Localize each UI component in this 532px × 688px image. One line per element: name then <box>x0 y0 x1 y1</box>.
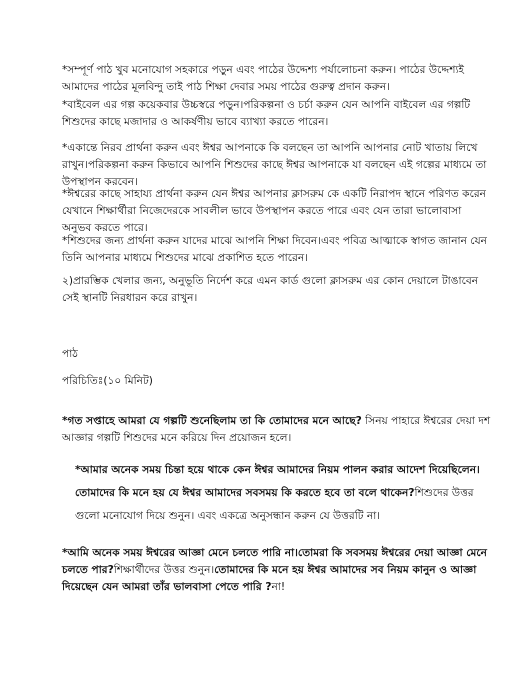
question-why-rules-bold: *আমার অনেক সময় চিন্তা হয়ে থাকে কেন ঈশ্বর আমাদের নিয়ম পালন করার আদেশ দিয়েছিলেন।তোমাদের কি মনে হয় যে ঈশ্বর আমাদের সবসময় কি করতে হবে তা বলে থাকেন? <box>75 464 480 499</box>
lesson-heading: পাঠ <box>62 348 78 360</box>
question-obey-commands-bold: *আমি অনেক সময় ঈশ্বরের আজ্ঞা মেনে চলতে পারি না।তোমরা কি সবসময় ঈশ্বরের দেয়া আজ্ঞা মেনে চলতে পার? <box>62 547 487 576</box>
question-why-rules-note: শিশুদের উত্তর গুলো মনোযোগ দিয়ে শুনুন। এবং একত্রে অনুসন্ধান করুন যে উত্তরটি না। <box>75 487 474 522</box>
question-obey-commands-answer: না! <box>271 581 286 593</box>
intro-heading: পরিচিতিঃ(১০ মিনিট) <box>62 375 153 387</box>
paragraph-pray-for-children: *শিশুদের জন্য প্রার্থনা করুন যাদের মাঝে আপনি শিক্ষা দিবেন।এবং পবিত্র আত্মাকে স্বাগত জানান যেন তিনি আপনার মাধ্যমে শিশুদের মাঝে প্রকাশিত হতে পারেন। <box>62 235 488 264</box>
paragraph-read-lesson: *সম্পূর্ণ পাঠ খুব মনোযোগ সহকারে পড়ুন এবং পাঠের উদ্দেশ্য পর্যালোচনা করুন। পাঠের উদ্দেশ্যই আমাদের পাঠের মূলবিন্দু তাই পাঠ শিক্ষা দেবার সময় পাঠের গুরুত্ব প্রদান করুন। <box>62 64 465 93</box>
question-last-week-note: সিনয় পাহারে ঈশ্বরের দেয়া দশ আজ্ঞার গল্পটি শিশুদের মনে করিয়ে দিন প্রয়োজন হলে। <box>62 415 491 444</box>
question-obey-commands-bold2: তোমাদের কি মনে হয় ঈশ্বর আমাদের সব নিয়ম কানুন ও আজ্ঞা দিয়েছেন যেন আমরা তাঁর ভালবাসা পেতে পারি ? <box>62 564 477 593</box>
question-why-rules <box>75 459 495 528</box>
paragraph-silent-prayer: *একান্তে নিরব প্রার্থনা করুন এবং ঈশ্বর আপনাকে কি বলছেন তা আপনি আপনার নোট খাতায় লিখে রাখুন।পরিকল্পনা করুন কিভাবে আপনি শিশুদের কাছে ঈশ্বর আপনাকে যা বলছেন এই গল্পের মাধ্যমে তা উপস্থাপন করবেন। <box>62 142 487 188</box>
question-last-week <box>62 413 492 447</box>
question-last-week-bold: *গত সপ্তাহে আমরা যে গল্পটি শুনেছিলাম তা কি তোমাদের মনে আছে? <box>62 415 362 427</box>
paragraph-read-bible-story: *বাইবেল এর গল্প কয়েকবার উচ্চস্বরে পড়ুন।পরিকল্পনা ও চর্চা করুন যেন আপনি বাইবেল এর গল্পটি শিশুদের কাছে মজাদার ও আকর্ষণীয় ভাবে ব্যাখ্যা করতে পারেন। <box>62 99 471 128</box>
paragraph-opening-game: ২)প্রারম্ভিক খেলার জন্য, অনুভূতি নির্দেশ করে এমন কার্ড গুলো ক্লাসরুম এর কোন দেয়ালে টাঙাবেন সেই স্থানটি নিরধারন করে রাখুন। <box>62 275 479 304</box>
paragraph-pray-for-help: *ঈশ্বরের কাছে সাহায্য প্রার্থনা করুন যেন ঈশ্বর আপনার ক্লাসরুম কে একটি নিরাপদ স্থানে পরিণত করেন যেখানে শিক্ষার্থীরা নিজেদেরকে সাবলীল ভাবে উপস্থাপন করতে পারে এবং যেন তারা ভালোবাসা অনুভব করতে পারে। <box>62 188 486 234</box>
question-obey-commands-note: শিক্ষার্থীদের উত্তর শুনুন। <box>113 564 215 576</box>
question-obey-commands <box>62 545 492 596</box>
